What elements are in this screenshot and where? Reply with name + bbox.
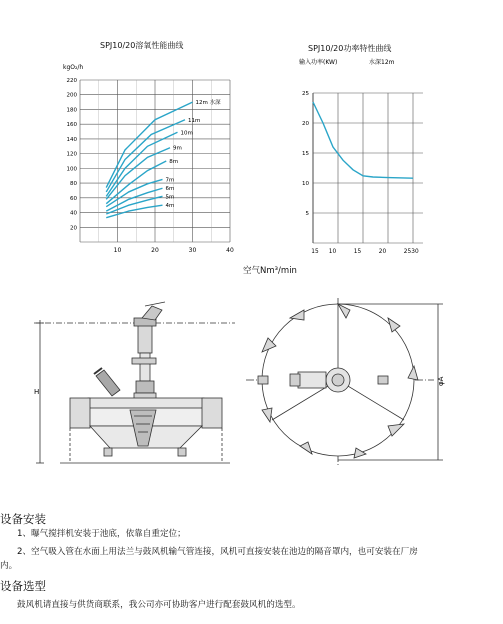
diameter-label: φA bbox=[437, 376, 445, 386]
x-tick-label: 30 bbox=[188, 247, 197, 254]
y-tick-label: 5 bbox=[305, 211, 309, 217]
oxygen-series-label: 8m bbox=[169, 159, 179, 165]
x-tick-label: 40 bbox=[226, 247, 234, 254]
y-tick-label: 200 bbox=[66, 92, 77, 99]
select-line-1: 鼓风机请直接与供货商联系，我公司亦可协助客户进行配套鼓风机的选型。 bbox=[17, 600, 301, 610]
select-section-title: 设备选型 bbox=[0, 579, 46, 593]
x-tick-label: 15 bbox=[311, 249, 319, 255]
top-view-drawing bbox=[238, 296, 458, 468]
install-line-2b: 内。 bbox=[0, 561, 18, 571]
oxygen-chart-title: SPJ10/20溶氧性能曲线 bbox=[100, 41, 184, 50]
x-tick-label: 10 bbox=[328, 249, 337, 255]
y-tick-label: 40 bbox=[70, 210, 77, 217]
y-tick-label: 10 bbox=[302, 181, 309, 187]
power-chart-ylabel: 输入功率(KW) bbox=[299, 59, 338, 66]
power-chart-annotation: 水深12m bbox=[369, 59, 395, 66]
oxygen-series-label: 9m bbox=[173, 145, 182, 152]
oxygen-chart-xlabel: 空气Nm³/min bbox=[243, 266, 297, 276]
y-tick-label: 220 bbox=[66, 78, 77, 84]
install-section-title: 设备安装 bbox=[0, 512, 46, 526]
x-tick-label: 10 bbox=[113, 247, 122, 254]
y-tick-label: 25 bbox=[302, 91, 309, 97]
y-tick-label: 15 bbox=[302, 151, 309, 157]
oxygen-series-label: 12m 水深 bbox=[195, 100, 221, 107]
y-tick-label: 120 bbox=[66, 151, 77, 158]
oxygen-chart-ylabel: kgO₂/h bbox=[63, 64, 84, 71]
oxygen-series-line bbox=[106, 196, 162, 214]
oxygen-series-label: 11m bbox=[188, 117, 201, 124]
y-tick-label: 180 bbox=[66, 107, 77, 114]
power-chart-title: SPJ10/20功率特性曲线 bbox=[308, 44, 392, 53]
y-tick-label: 140 bbox=[66, 136, 77, 143]
x-tick-label: 20 bbox=[378, 249, 387, 255]
y-tick-label: 60 bbox=[70, 195, 77, 202]
side-view-drawing bbox=[30, 298, 240, 470]
height-label: H bbox=[34, 388, 40, 396]
x-tick-label: 30 bbox=[411, 249, 419, 255]
y-tick-label: 100 bbox=[66, 166, 77, 173]
install-line-1: 1、曝气搅拌机安装于池底，依靠自重定位； bbox=[17, 529, 186, 539]
x-tick-label: 20 bbox=[151, 247, 159, 254]
oxygen-series-label: 7m bbox=[165, 177, 175, 184]
y-tick-label: 20 bbox=[302, 121, 309, 127]
oxygen-series-label: 5m bbox=[165, 194, 175, 201]
power-chart bbox=[285, 56, 435, 274]
oxygen-series-label: 4m bbox=[165, 203, 175, 210]
x-tick-label: 15 bbox=[353, 249, 362, 255]
y-tick-label: 20 bbox=[70, 225, 77, 232]
x-tick-label: 25 bbox=[403, 249, 412, 255]
oxygen-series-label: 10m bbox=[180, 130, 193, 137]
oxygen-series-label: 6m bbox=[165, 186, 175, 193]
y-tick-label: 80 bbox=[70, 181, 77, 188]
oxygen-series-line bbox=[106, 188, 162, 211]
oxygen-chart bbox=[55, 58, 265, 278]
install-line-2: 2、空气吸入管在水面上用法兰与鼓风机输气管连接，风机可直接安装在池边的隔音罩内，也可安装在厂房 bbox=[17, 547, 418, 557]
y-tick-label: 160 bbox=[66, 122, 77, 129]
